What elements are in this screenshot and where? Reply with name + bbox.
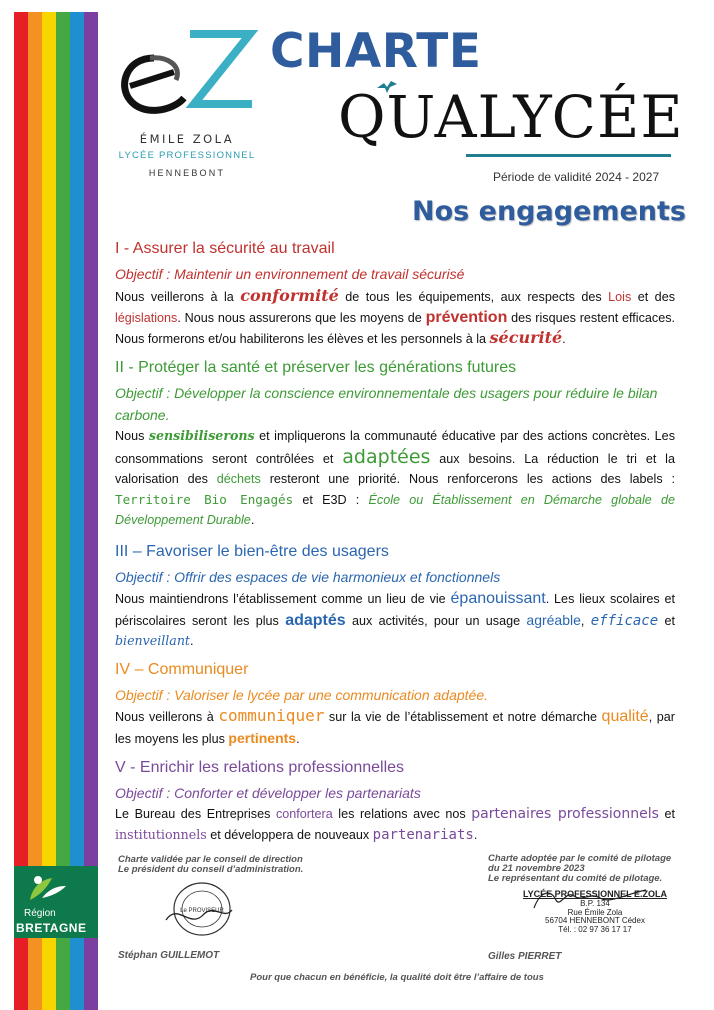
title-charte: CHARTE: [270, 24, 482, 79]
school-logo: [112, 28, 256, 188]
section-5-title: V - Enrichir les relations professionnelles: [115, 759, 405, 776]
stamp-line: 56704 HENNEBONT Cédex: [545, 916, 645, 926]
text: aux activités, pour un usage: [345, 613, 527, 628]
section-1-body: [115, 286, 675, 350]
school-stamp: [520, 890, 670, 935]
text: .: [250, 513, 255, 527]
section-3-body: [115, 589, 675, 652]
text: et impliquerons la communauté éducative par des actions concrètes. Les consommations seront contrôlées et: [115, 429, 675, 466]
section-5-objective: Objectif : Conforter et développer les partenariats: [115, 785, 421, 801]
keyword: législations: [115, 310, 178, 325]
stamp-line: Rue Émile Zola: [567, 907, 623, 917]
section-2-body: [115, 426, 675, 531]
section-1-title: I - Assurer la sécurité au travail: [115, 240, 335, 257]
ez-logo-icon: [112, 28, 262, 128]
section-3-objective: Objectif : Offrir des espaces de vie harmonieux et fonctionnels: [115, 569, 501, 585]
text: .: [473, 827, 478, 842]
text: ,: [580, 613, 591, 628]
keyword: communiquer: [218, 706, 325, 725]
footer-motto: Pour que chacun en bénéficie, la qualité doit être l’affaire de tous: [250, 972, 544, 983]
keyword: adaptés: [285, 611, 346, 629]
signatory-left-name: Stéphan GUILLEMOT: [118, 950, 220, 961]
keyword: conformité: [240, 286, 339, 305]
footer-right-line3: Le représentant du comité de pilotage.: [488, 873, 663, 884]
keyword: partenariats: [372, 826, 474, 843]
stripe-green: [56, 12, 70, 1010]
text: aux besoins. La réduction le tri et la valorisation des: [115, 451, 675, 486]
keyword: adaptées: [342, 445, 431, 468]
section-4-body: [115, 706, 675, 749]
text: et: [658, 807, 675, 821]
keyword: institutionnels: [115, 826, 207, 842]
text: resteront une priorité. Nous renforcerons les actions des labels :: [260, 472, 675, 486]
stripe-yellow: [42, 12, 56, 1010]
region-bretagne-logo: [14, 866, 98, 938]
text: . Les lieux scolaires et périscolaires seront les plus: [115, 592, 675, 628]
text: .: [296, 731, 300, 746]
text: , par les moyens les plus: [115, 710, 675, 746]
title-qualycee: QUALYCÉE: [338, 83, 684, 151]
keyword: prévention: [425, 308, 508, 326]
region-name: BRETAGNE: [16, 921, 87, 935]
title-underline: [466, 154, 671, 157]
section-4-objective: Objectif : Valoriser le lycée par une communication adaptée.: [115, 687, 489, 703]
stripe-orange: [28, 12, 42, 1010]
section-5-body: [115, 804, 675, 845]
text: Nous: [115, 429, 149, 443]
keyword: confortera: [276, 807, 333, 821]
footer-right-line2: du 21 novembre 2023: [488, 863, 585, 874]
section-4-title: IV – Communiquer: [115, 661, 249, 678]
keyword: épanouissant: [450, 590, 546, 607]
keyword: Territoire Bio Engagés: [115, 491, 294, 507]
region-leaf-icon: [22, 872, 72, 904]
rainbow-stripes: [14, 12, 98, 1010]
text: Nous veillerons à la: [115, 290, 241, 304]
keyword: sécurité: [489, 328, 563, 347]
seal-center-text: Le PROVISEUR: [180, 908, 224, 914]
footer-left-line1: Charte validée par le conseil de direction: [118, 854, 303, 865]
keyword: efficace: [590, 612, 659, 629]
keyword: déchets: [216, 472, 261, 486]
text: des risques restent efficaces. Nous formerons et/ou habiliterons les élèves et les personnels à la: [115, 310, 675, 346]
keyword: partenaires professionnels: [471, 806, 659, 822]
validity-period: Période de validité 2024 - 2027: [493, 170, 660, 184]
stamp-line: Tél. : 02 97 36 17 17: [558, 925, 632, 935]
text: . Nous nous assurerons que les moyens de: [177, 310, 426, 325]
section-3-title: III – Favoriser le bien-être des usagers: [115, 543, 389, 560]
stripe-purple: [84, 12, 98, 1010]
stamp-line: LYCÉE PROFESSIONNEL E.ZOLA: [522, 889, 668, 899]
keyword: sensibiliserons: [148, 428, 255, 443]
logo-school-type: LYCÉE PROFESSIONNEL: [118, 150, 256, 161]
text: Nous maintiendrons l’établissement comme un lieu de vie: [115, 592, 451, 606]
text: et des: [631, 290, 675, 304]
text: et développera de nouveaux: [206, 827, 373, 842]
logo-school-name: ÉMILE ZOLA: [139, 132, 235, 146]
text: sur la vie de l’établissement et notre démarche: [324, 710, 602, 724]
keyword: École ou Établissement en Démarche globale de Développement Durable: [115, 492, 676, 527]
stripe-red: [14, 12, 28, 1010]
section-1-objective: Objectif : Maintenir un environnement de travail sécurisé: [115, 266, 465, 282]
stripe-blue: [70, 12, 84, 1010]
section-heading: Nos engagements: [412, 196, 686, 227]
footer-left-line2: Le président du conseil d’administration.: [118, 864, 304, 875]
logo-city: HENNEBONT: [148, 168, 226, 178]
text: et: [658, 613, 675, 628]
region-label: Région: [24, 908, 56, 919]
text: et E3D :: [293, 492, 369, 507]
text: .: [190, 634, 194, 648]
footer-right-line1: Charte adoptée par le comité de pilotage: [488, 853, 672, 864]
signatory-right-name: Gilles PIERRET: [488, 951, 562, 962]
text: .: [562, 332, 566, 346]
official-seal-icon: [164, 880, 234, 938]
section-2-title: II - Protéger la santé et préserver les générations futures: [115, 359, 517, 376]
keyword: qualité: [601, 708, 649, 725]
text: les relations avec nos: [332, 807, 472, 821]
keyword: Lois: [608, 290, 632, 304]
text: de tous les équipements, aux respects des: [338, 290, 609, 304]
text: Le Bureau des Entreprises: [115, 807, 276, 821]
stamp-line: B.P. 134: [580, 898, 610, 908]
text: Nous veillerons à: [115, 710, 219, 724]
keyword: agréable: [526, 611, 581, 628]
keyword: bienveillant: [115, 633, 190, 648]
keyword: pertinents: [228, 729, 297, 746]
section-2-objective: Objectif : Développer la conscience environnementale des usagers pour réduire le bilan carbone.: [115, 385, 658, 423]
